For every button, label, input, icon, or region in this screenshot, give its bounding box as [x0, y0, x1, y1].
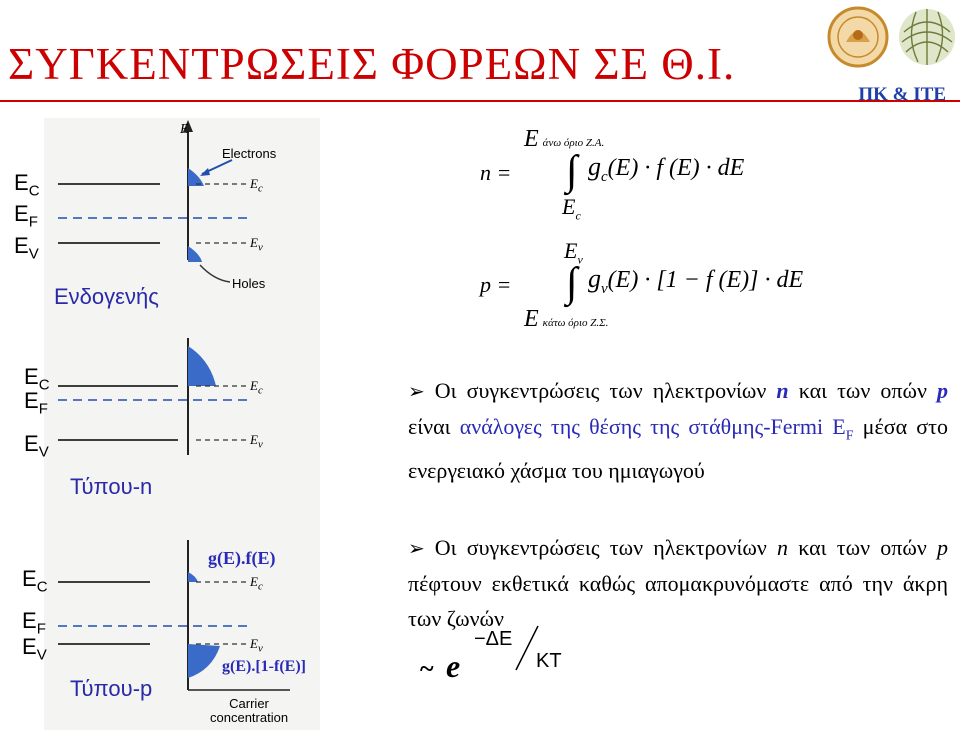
institute-logo [896, 2, 958, 72]
p-equation: p = $E_v$ ∫ Eκάτω όριο Ζ.Σ. $g_v(E) \cdot [1 - f$ (E)] · dE [480, 238, 804, 332]
ev-tick-1: $E_v$ [250, 235, 263, 254]
n-type-caption: Τύπου-n [70, 474, 153, 499]
band-diagram [0, 110, 330, 734]
carrier-label: Carrier concentration [210, 696, 289, 725]
ec-tick-1: $E_c$ [250, 176, 263, 195]
n-integrand: $g_c(E) \cdot f$ (E) · dE [588, 152, 745, 186]
ev-label-1: $E_V$ [14, 233, 39, 263]
ec-tick-3: $E_c$ [250, 574, 263, 593]
tilde: ~ [420, 654, 434, 683]
ef-label-1: $E_F$ [14, 201, 38, 231]
exponent-denominator: KT [536, 650, 562, 672]
slide-title: ΣΥΓΚΕΝΤΡΩΣΕΙΣ ΦΟΡΕΩΝ ΣΕ Θ.Ι. [8, 39, 736, 89]
p-integrand: $g_v(E) \cdot [1 - f$ (E)] · dE [588, 264, 804, 298]
ef-label-2: $E_F$ [24, 388, 48, 418]
p-type-caption: Τύπου-p [70, 676, 153, 701]
title-underline [0, 100, 960, 102]
exponent-numerator: −ΔE [474, 628, 513, 650]
p-lower-limit: Eκάτω όριο Ζ.Σ. [524, 306, 609, 332]
arrow-bullet-icon: ➢ [408, 536, 425, 560]
ev-label-3: $E_V$ [22, 634, 47, 664]
p-upper-limit: $E_v$ [564, 238, 583, 267]
energy-axis-label: E [180, 122, 189, 137]
integral-sign: ∫ [566, 148, 578, 194]
holes-label: Holes [232, 276, 266, 291]
bullet-fermi-dependence: ➢ Οι συγκεντρώσεις των ηλεκτρονίων n και των οπών p είναι ανάλογες της θέσης της στάθμης-Fermi $E_F$ μέσα στο ενεργειακό χάσμα του ημιαγωγού [408, 378, 948, 484]
n-equation: n = Eάνω όριο Ζ.Α. ∫ $E_c$ $g_c(E) \cdot f$ (E) · dE [480, 126, 745, 223]
university-seal-logo [826, 2, 890, 72]
integral-sign: ∫ [566, 260, 578, 306]
gf-label: g(E).f(E) [208, 548, 276, 568]
org-label: ΠΚ & ΙΤΕ [858, 84, 946, 105]
ec-label-3: $E_C$ [22, 566, 48, 596]
n-upper-limit: Eάνω όριο Ζ.Α. [524, 126, 605, 152]
euler-e: e [446, 648, 461, 684]
n-type-panel [58, 338, 248, 455]
ec-tick-2: $E_c$ [250, 378, 263, 397]
ev-tick-3: $E_v$ [250, 636, 263, 655]
arrow-bullet-icon: ➢ [408, 379, 425, 403]
ev-tick-2: $E_v$ [250, 432, 263, 451]
ec-label-2: $E_C$ [24, 364, 50, 394]
intrinsic-caption: Ενδογενής [54, 284, 159, 309]
n-lower-limit: $E_c$ [562, 194, 581, 223]
bullet-exponential-drop: ➢ Οι συγκεντρώσεις των ηλεκτρονίων n και των οπών p πέφτουν εκθετικά καθώς απομακρυνόμαστε από την άκρη των ζωνών [408, 535, 948, 631]
g1f-label: g(E).[1-f(E)] [222, 658, 306, 675]
electrons-label: Electrons [222, 146, 277, 161]
ec-label-1: $E_C$ [14, 170, 40, 200]
ev-label-2: $E_V$ [24, 431, 49, 461]
exponential-expression [420, 624, 620, 694]
intrinsic-panel [58, 120, 248, 282]
ef-label-3: $E_F$ [22, 608, 46, 638]
